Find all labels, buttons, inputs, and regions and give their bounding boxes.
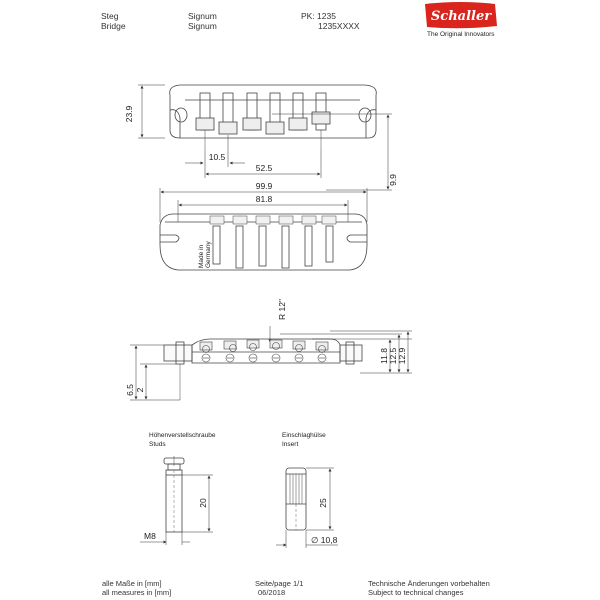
bridge-side-view — [164, 339, 362, 400]
radius-label: R 12" — [277, 299, 287, 320]
header-model-2: Signum — [188, 21, 217, 31]
dim-m8: M8 — [144, 531, 156, 541]
dim-99-9: 99.9 — [255, 181, 273, 191]
header-article: 1235XXXX — [318, 21, 360, 31]
footer-date: 06/2018 — [258, 588, 286, 597]
header-pk: PK: 1235 — [301, 11, 336, 21]
insert-title-en: Insert — [282, 441, 299, 448]
footer-changes-de: Technische Änderungen vorbehalten — [368, 579, 490, 588]
studs-title-en: Studs — [149, 441, 166, 448]
dim-9-9: 9.9 — [388, 174, 398, 186]
dim-81-8: 81.8 — [255, 194, 273, 204]
logo-tagline: The Original Innovators — [427, 31, 495, 38]
bridge-front-view — [160, 214, 367, 270]
engraving-made-in: Made in — [198, 244, 205, 268]
saddles-top — [196, 112, 330, 134]
dim-6-5: 6.5 — [125, 384, 135, 396]
header-label-de: Steg — [101, 11, 119, 21]
header-label-en: Bridge — [101, 21, 126, 31]
bridge-top-view — [170, 85, 377, 150]
dim-12-9: 12.9 — [397, 347, 407, 365]
footer-measures-de: alle Maße in [mm] — [102, 579, 162, 588]
dim-12-5: 12.5 — [388, 347, 398, 365]
insert-title-de: Einschlaghülse — [282, 432, 326, 439]
header-model-1: Signum — [188, 11, 217, 21]
studs-title-de: Höhenverstellschraube — [149, 432, 216, 439]
dim-11-8: 11.8 — [379, 348, 389, 364]
dim-23-9: 23.9 — [124, 105, 134, 123]
dim-insert-25: 25 — [318, 498, 328, 508]
dim-10-5: 10.5 — [208, 152, 226, 162]
insert-drawing — [286, 468, 306, 530]
footer-changes-en: Subject to technical changes — [368, 588, 464, 597]
footer-measures-en: all measures in [mm] — [102, 588, 172, 597]
dim-2: 2 — [135, 387, 145, 393]
dim-spacing — [185, 135, 245, 167]
logo-brand: Schaller — [430, 9, 492, 24]
dim-52-5: 52.5 — [255, 163, 273, 173]
dim-height-top — [138, 85, 165, 138]
footer-page: Seite/page 1/1 — [255, 579, 304, 588]
stud-drawing — [164, 456, 184, 532]
engraving-germany: Germany — [205, 241, 212, 268]
dim-stud-20: 20 — [198, 498, 208, 508]
dim-diameter: ∅ 10,8 — [311, 535, 338, 545]
